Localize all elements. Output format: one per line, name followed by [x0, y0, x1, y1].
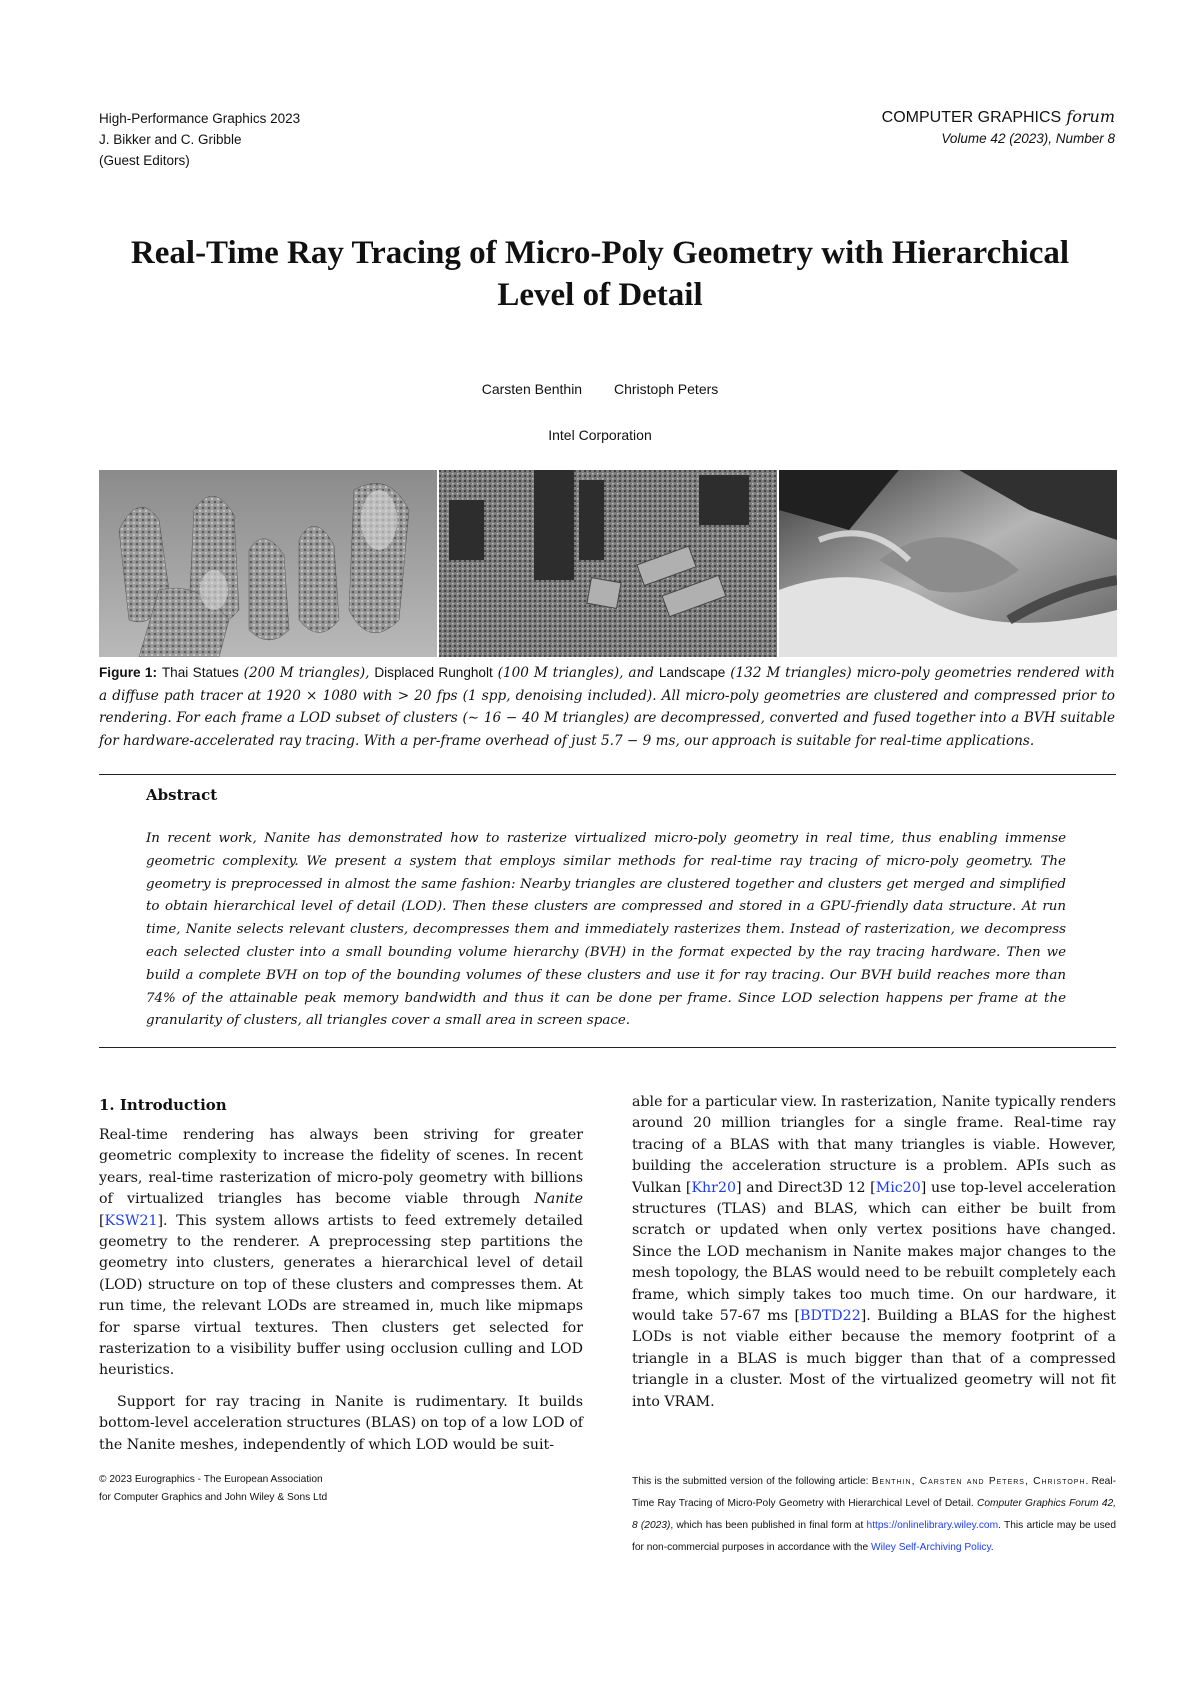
author: Carsten Benthin — [481, 381, 583, 397]
figure-caption: Figure 1: Thai Statues (200 M triangles), Displaced Rungholt (100 M triangles), and Landscape (132 M triangles) micro-poly geometries rendered with a diffuse path tracer at 1920 × 1080 with > 20 fps (1 spp, denoising included). All micro-poly geometries are clustered and compressed prior to rendering. For each frame a LOD subset of clusters (∼ 16 − 40 M triangles) are decompressed, converted and fused together into a BVH suitable for hardware-accelerated ray tracing. With a per-frame overhead of just 5.7 − 9 ms, our approach is suitable for real-time applications. — [99, 665, 1115, 749]
journal-name: COMPUTER GRAPHICS — [881, 109, 1062, 126]
abstract-heading: Abstract — [146, 786, 218, 804]
running-header-right — [882, 106, 1115, 149]
figure-label: Figure 1: — [99, 665, 157, 680]
right-column — [632, 1092, 1116, 1413]
teaser-image-thai-statues — [99, 470, 437, 657]
editors-note: (Guest Editors) — [99, 153, 190, 168]
journal-suffix: forum — [1066, 107, 1115, 126]
wiley-link[interactable]: https://onlinelibrary.wiley.com — [866, 1520, 999, 1531]
section-heading: 1. Introduction — [99, 1096, 227, 1114]
citation-link[interactable]: Khr20 — [691, 1179, 737, 1196]
editors: J. Bikker and C. Gribble — [99, 132, 242, 147]
citation-link[interactable]: BDTD22 — [800, 1308, 861, 1325]
volume-info: Volume 42 (2023), Number 8 — [941, 131, 1115, 146]
author: Christoph Peters — [614, 381, 719, 397]
teaser-image-landscape — [779, 470, 1117, 657]
policy-link[interactable]: Wiley Self-Archiving Policy — [870, 1542, 991, 1553]
author-list — [0, 381, 1200, 397]
paragraph: able for a particular view. In rasterization, Nanite typically renders around 20 million triangles for a single frame. Real-time ray tracing of a BLAS with that many triangles is viable. However, building the acceleration structure is a problem. APIs such as Vulkan [Khr20] and Direct3D 12 [Mic20] use top-level acceleration structures (TLAS) and BLAS, which can either be built from scratch or updated when only vertex positions have changed. Since the LOD mechanism in Nanite makes major changes to the mesh topology, the BLAS would need to be rebuilt completely each frame, which simply takes too much time. On our hardware, it would take 57-67 ms [BDTD22]. Building a BLAS for the highest LODs is not viable either because the memory footprint of a triangle in a BLAS is much bigger than that of a compressed triangle in a cluster. Most of the virtualized geometry will not fit into VRAM. — [632, 1094, 1116, 1410]
version-note: This is the submitted version of the following article: Benthin, Carsten and Peters, Christoph. Real-Time Ray Tracing of Micro-Poly Geometry with Hierarchical Level of Detail. Computer Graphics Forum 42, 8 (2023), which has been published in final form at https://onlinelibrary.wiley.com. This article may be used for non-commercial purposes in accordance with the Wiley Self-Archiving Policy. — [632, 1476, 1117, 1553]
divider — [99, 1047, 1116, 1048]
paragraph: Real-time rendering has always been striving for greater geometric complexity to increase the fidelity of scenes. In recent years, real-time rasterization of micro-poly geometry with billions of virtualized triangles has become viable through Nanite [KSW21]. This system allows artists to feed extremely detailed geometry to the renderer. A preprocessing step partitions the geometry into clusters, generates a hierarchical level of detail (LOD) structure on top of these clusters and compresses them. At run time, the relevant LODs are streamed in, much like mipmaps for sparse virtual textures. Then clusters get selected for rasterization to a visibility buffer using occlusion culling and LOD heuristics. — [99, 1127, 583, 1379]
left-column — [99, 1125, 583, 1456]
conference-name: High-Performance Graphics 2023 — [99, 111, 301, 126]
paper-title: Real-Time Ray Tracing of Micro-Poly Geometry with Hierarchical Level of Detail — [130, 235, 1070, 313]
paragraph: Support for ray tracing in Nanite is rudimentary. It builds bottom-level acceleration structures (BLAS) on top of a low LOD of the Nanite meshes, independently of which LOD would be suit- — [99, 1393, 583, 1453]
copyright-notice: © 2023 Eurographics - The European Association for Computer Graphics and John Wiley & Sons Ltd — [99, 1474, 328, 1503]
running-header-left — [99, 108, 300, 171]
citation-link[interactable]: Mic20 — [875, 1179, 921, 1196]
divider — [99, 774, 1116, 775]
citation-link[interactable]: KSW21 — [104, 1212, 158, 1229]
abstract-text: In recent work, Nanite has demonstrated how to rasterize virtualized micro-poly geometry in real time, thus enabling immense geometric complexity. We present a system that employs similar methods for real-time ray tracing of micro-poly geometry. The geometry is preprocessed in almost the same fashion: Nearby triangles are clustered together and clusters get merged and simplified to obtain hierarchical level of detail (LOD). Then these clusters are compressed and stored in a GPU-friendly data structure. At run time, Nanite selects relevant clusters, decompresses them and immediately rasterizes them. Instead of rasterization, we decompress each selected cluster into a small bounding volume hierarchy (BVH) in the format expected by the ray tracing hardware. Then we build a complete BVH on top of the bounding volumes of these clusters and use it for ray tracing. Our BVH build reaches more than 74% of the attainable peak memory bandwidth and thus it can be done per frame. Since LOD selection happens per frame at the granularity of clusters, all triangles cover a small area in screen space. — [146, 831, 1066, 1029]
affiliation: Intel Corporation — [548, 427, 652, 443]
teaser-image-displaced-rungholt — [439, 470, 777, 657]
